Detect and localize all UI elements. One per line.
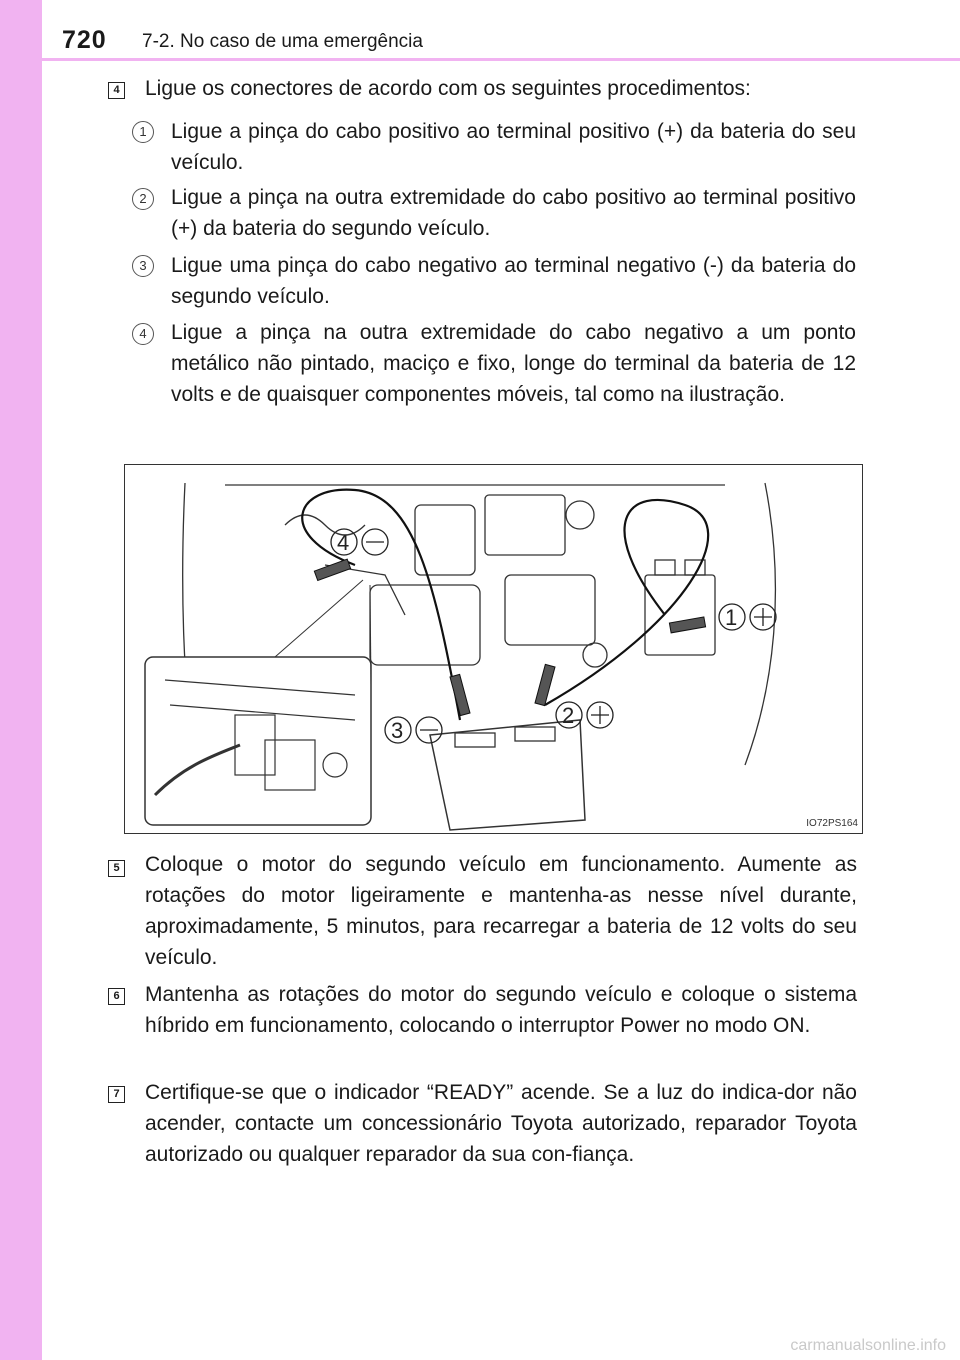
substep-text: Ligue a pinça do cabo positivo ao terminal positivo (+) da bateria do seu veículo. [171,120,856,174]
figure-label-3: 3 [391,718,404,743]
figure-label-1: 1 [725,605,738,630]
footer-watermark: carmanualsonline.info [790,1337,946,1354]
step-number-box: 4 [108,82,125,99]
step-text: Mantenha as rotações do motor do segundo veículo e coloque o sistema híbrido em funcionamento, colocando o interruptor Power no modo ON. [145,983,857,1037]
substep-number: 1 [132,121,154,143]
figure-label-2: 2 [562,703,575,728]
step-number-box: 7 [108,1086,125,1103]
page-number: 720 [62,26,107,54]
substep-text: Ligue uma pinça do cabo negativo ao terminal negativo (-) da bateria do segundo veículo. [171,254,856,308]
header-rule [42,58,960,61]
engine-bay-drawing [125,465,862,833]
figure-code: IO72PS164 [806,818,858,829]
section-title: 7-2. No caso de uma emergência [142,31,423,52]
figure-label-4: 4 [337,530,350,555]
page-sidebar-tab [0,0,42,1360]
step-text: Ligue os conectores de acordo com os seguintes procedimentos: [145,77,751,100]
step-number-box: 5 [108,860,125,877]
substep-number: 2 [132,188,154,210]
jump-start-illustration [124,464,863,834]
substep-text: Ligue a pinça na outra extremidade do cabo negativo a um ponto metálico não pintado, maciço e fixo, longe do terminal da bateria de 12 volts e de quaisquer componentes móveis, tal como na ilustração. [171,321,856,406]
step-text: Certifique-se que o indicador “READY” acende. Se a luz do indica-dor não acender, contacte um concessionário Toyota autorizado, reparador Toyota autorizado ou qualquer reparador da sua con-fiança. [145,1081,857,1166]
substep-text: Ligue a pinça na outra extremidade do cabo positivo ao terminal positivo (+) da bateria do segundo veículo. [171,186,856,240]
step-text: Coloque o motor do segundo veículo em funcionamento. Aumente as rotações do motor ligeiramente e mantenha-as nesse nível durante, aproximadamente, 5 minutos, para recarregar a bateria de 12 volts do seu veículo. [145,853,857,969]
substep-number: 4 [132,323,154,345]
step-number-box: 6 [108,988,125,1005]
substep-number: 3 [132,255,154,277]
